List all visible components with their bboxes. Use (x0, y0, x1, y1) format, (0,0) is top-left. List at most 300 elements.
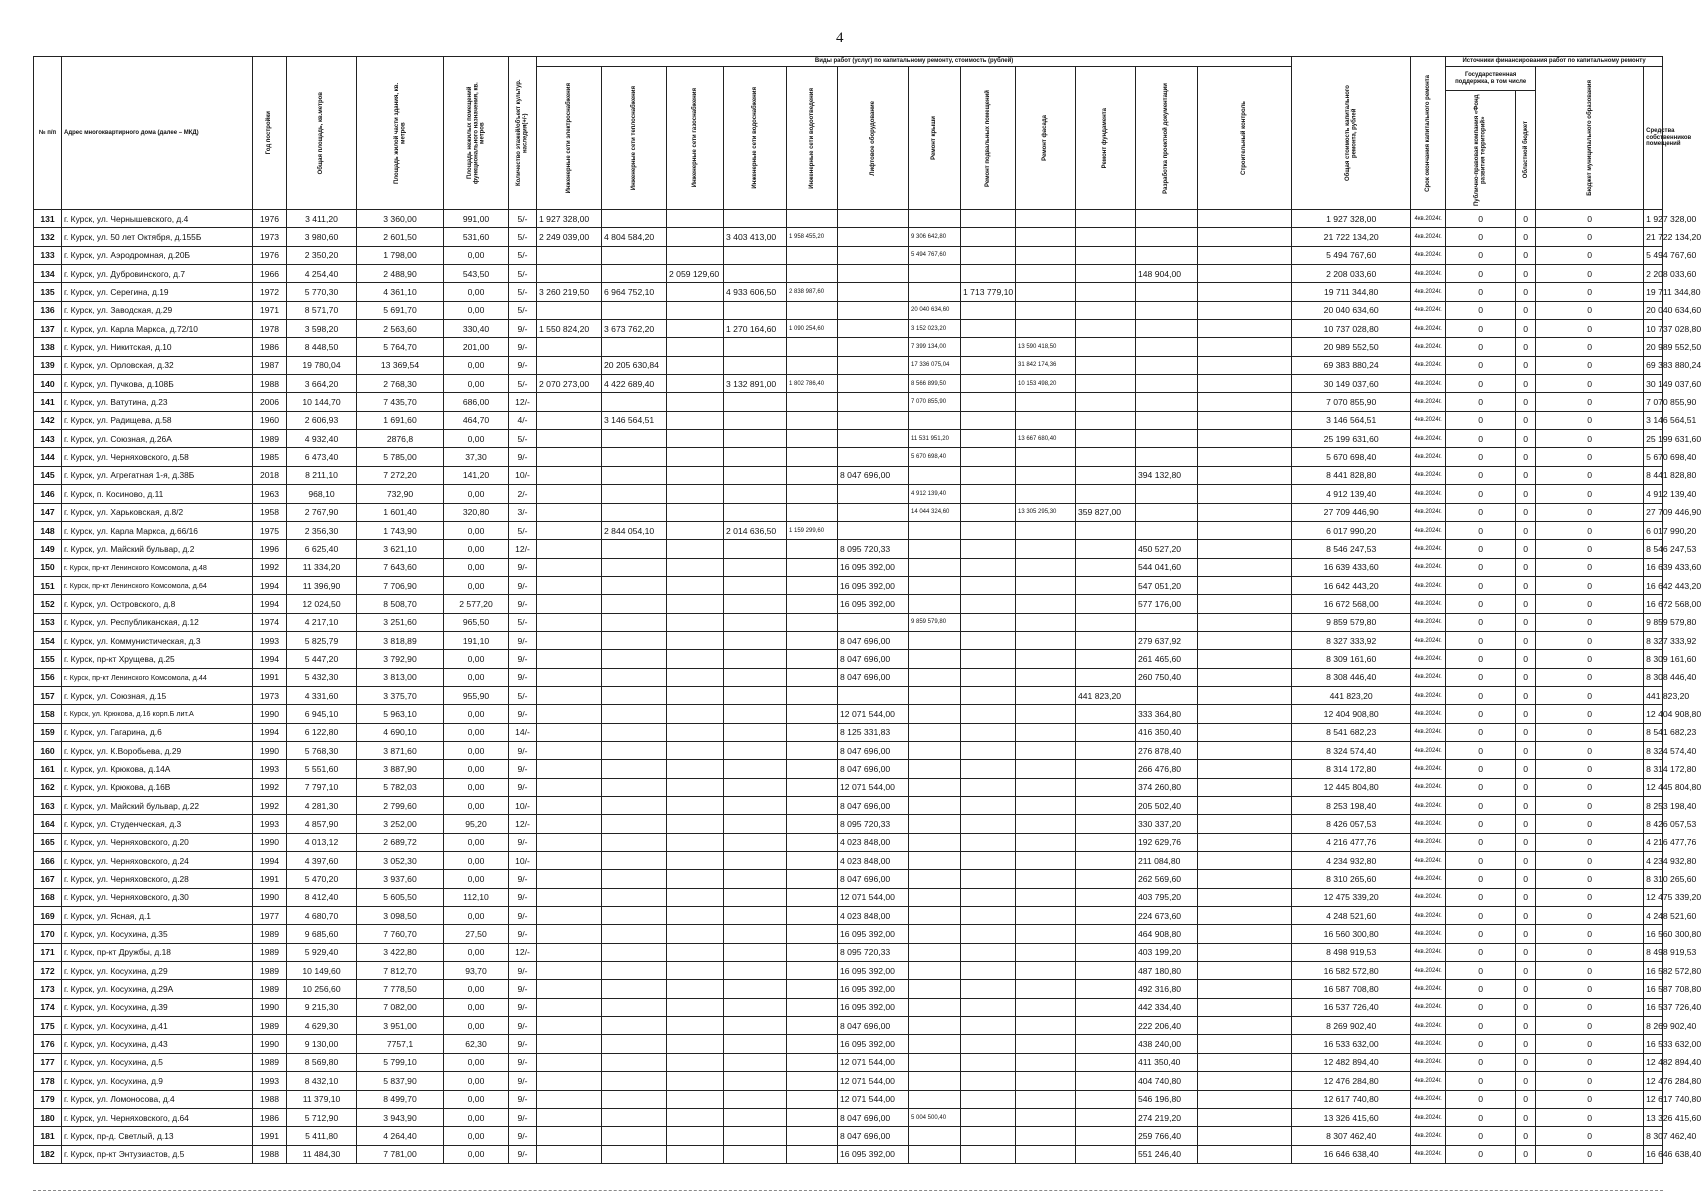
cell-owners: 21 722 134,20 (1644, 228, 1663, 246)
cell-works-facade (1016, 723, 1076, 741)
cell-works-gas (667, 1053, 724, 1071)
cell-total-area: 10 256,60 (287, 980, 357, 998)
cell-floors: 9/- (509, 980, 537, 998)
cell-works-foundation (1076, 540, 1136, 558)
cell-fund: 0 (1446, 925, 1516, 943)
cell-regional: 0 (1516, 210, 1536, 228)
cell-row-number: 168 (34, 888, 62, 906)
cell-works-heating (602, 1072, 667, 1090)
cell-works-control (1198, 852, 1292, 870)
cell-works-foundation: 441 823,20 (1076, 686, 1136, 704)
cell-works-design: 442 334,40 (1136, 998, 1198, 1016)
cell-total-cost: 21 722 134,20 (1292, 228, 1411, 246)
cell-works-sewer (787, 558, 838, 576)
cell-total-area: 4 857,90 (287, 815, 357, 833)
cell-works-facade (1016, 888, 1076, 906)
cell-works-sewer (787, 631, 838, 649)
cell-works-control (1198, 1035, 1292, 1053)
cell-works-roof (909, 686, 961, 704)
cell-works-design: 330 337,20 (1136, 815, 1198, 833)
header-works-control: Строительный контроль (1198, 67, 1292, 210)
cell-works-heating (602, 595, 667, 613)
cell-row-number: 181 (34, 1127, 62, 1145)
cell-year: 1988 (253, 1090, 287, 1108)
table-row (34, 393, 1663, 411)
cell-works-design: 403 795,20 (1136, 888, 1198, 906)
cell-total-area: 3 411,20 (287, 210, 357, 228)
cell-works-heating (602, 210, 667, 228)
cell-fund: 0 (1446, 705, 1516, 723)
cell-works-design: 259 766,40 (1136, 1127, 1198, 1145)
cell-works-gas (667, 393, 724, 411)
cell-year: 1971 (253, 301, 287, 319)
cell-works-design (1136, 686, 1198, 704)
cell-owners: 25 199 631,60 (1644, 430, 1663, 448)
cell-works-basement (961, 338, 1016, 356)
cell-works-gas: 2 059 129,60 (667, 265, 724, 283)
cell-total-area: 4 680,70 (287, 907, 357, 925)
cell-works-control (1198, 1145, 1292, 1163)
cell-row-number: 140 (34, 375, 62, 393)
cell-works-control (1198, 686, 1292, 704)
cell-floors: 9/- (509, 907, 537, 925)
cell-works-electric (537, 393, 602, 411)
cell-works-electric (537, 1072, 602, 1090)
cell-regional: 0 (1516, 503, 1536, 521)
cell-works-roof (909, 943, 961, 961)
cell-owners: 7 070 855,90 (1644, 393, 1663, 411)
cell-row-number: 161 (34, 760, 62, 778)
cell-works-lift (838, 320, 909, 338)
cell-term: 4кв.2024г. (1411, 815, 1446, 833)
cell-works-lift (838, 356, 909, 374)
cell-works-roof (909, 705, 961, 723)
cell-works-water (724, 558, 787, 576)
cell-works-sewer (787, 411, 838, 429)
cell-total-cost: 20 989 552,50 (1292, 338, 1411, 356)
cell-living-area: 3 813,00 (357, 668, 444, 686)
cell-works-sewer (787, 650, 838, 668)
header-term: Срок окончания капитального ремонта (1411, 57, 1446, 210)
table-row (34, 503, 1663, 521)
cell-regional: 0 (1516, 576, 1536, 594)
cell-address: г. Курск, ул. К.Воробьева, д.29 (62, 741, 253, 759)
cell-row-number: 146 (34, 485, 62, 503)
cell-works-facade (1016, 998, 1076, 1016)
header-works-design: Разработка проектной документации (1136, 67, 1198, 210)
cell-address: г. Курск, ул. Крюкова, д.14А (62, 760, 253, 778)
cell-works-roof (909, 925, 961, 943)
cell-works-design (1136, 356, 1198, 374)
table-row (34, 356, 1663, 374)
cell-row-number: 173 (34, 980, 62, 998)
cell-address: г. Курск, ул. Майский бульвар, д.22 (62, 797, 253, 815)
cell-total-cost: 25 199 631,60 (1292, 430, 1411, 448)
cell-regional: 0 (1516, 430, 1536, 448)
cell-owners: 8 314 172,80 (1644, 760, 1663, 778)
cell-municipal: 0 (1536, 265, 1644, 283)
cell-works-basement (961, 668, 1016, 686)
cell-row-number: 167 (34, 870, 62, 888)
cell-works-roof (909, 962, 961, 980)
cell-year: 1993 (253, 631, 287, 649)
cell-works-sewer (787, 430, 838, 448)
cell-works-design: 260 750,40 (1136, 668, 1198, 686)
cell-works-heating (602, 1017, 667, 1035)
table-row (34, 962, 1663, 980)
cell-works-foundation (1076, 1017, 1136, 1035)
cell-works-gas (667, 375, 724, 393)
cell-works-water (724, 962, 787, 980)
cell-works-sewer (787, 1053, 838, 1071)
cell-works-foundation (1076, 448, 1136, 466)
cell-works-basement (961, 1035, 1016, 1053)
cell-works-roof (909, 998, 961, 1016)
cell-works-lift: 8 047 696,00 (838, 1108, 909, 1126)
cell-works-electric (537, 686, 602, 704)
cell-owners: 16 582 572,80 (1644, 962, 1663, 980)
cell-works-control (1198, 375, 1292, 393)
cell-works-sewer (787, 448, 838, 466)
cell-regional: 0 (1516, 411, 1536, 429)
cell-works-facade (1016, 393, 1076, 411)
cell-works-design: 192 629,76 (1136, 833, 1198, 851)
cell-fund: 0 (1446, 338, 1516, 356)
cell-works-electric (537, 888, 602, 906)
cell-row-number: 133 (34, 246, 62, 264)
cell-works-water (724, 980, 787, 998)
cell-municipal: 0 (1536, 228, 1644, 246)
cell-regional: 0 (1516, 613, 1536, 631)
cell-works-facade (1016, 283, 1076, 301)
cell-address: г. Курск, п. Косиново, д.11 (62, 485, 253, 503)
cell-regional: 0 (1516, 686, 1536, 704)
cell-works-lift: 8 095 720,33 (838, 815, 909, 833)
cell-works-roof (909, 466, 961, 484)
cell-row-number: 136 (34, 301, 62, 319)
cell-works-facade (1016, 595, 1076, 613)
cell-owners: 12 617 740,80 (1644, 1090, 1663, 1108)
cell-floors: 5/- (509, 210, 537, 228)
cell-works-basement (961, 466, 1016, 484)
cell-municipal: 0 (1536, 210, 1644, 228)
cell-owners: 8 310 265,60 (1644, 870, 1663, 888)
cell-nonres-area: 95,20 (444, 815, 509, 833)
table-row (34, 1090, 1663, 1108)
cell-fund: 0 (1446, 797, 1516, 815)
cell-works-electric (537, 466, 602, 484)
cell-works-heating (602, 741, 667, 759)
cell-works-electric (537, 1090, 602, 1108)
cell-works-control (1198, 723, 1292, 741)
cell-address: г. Курск, ул. Чернышевского, д.4 (62, 210, 253, 228)
cell-address: г. Курск, пр-кт Дружбы, д.18 (62, 943, 253, 961)
cell-works-heating (602, 1035, 667, 1053)
cell-works-heating: 4 422 689,40 (602, 375, 667, 393)
header-year: Год постройки (253, 57, 287, 210)
table-row (34, 430, 1663, 448)
cell-works-water (724, 1108, 787, 1126)
cell-works-lift: 16 095 392,00 (838, 998, 909, 1016)
header-floors: Количество этажей/объект культур. наследия(+/-) (509, 57, 537, 210)
table-row (34, 778, 1663, 796)
cell-works-electric: 2 249 039,00 (537, 228, 602, 246)
cell-year: 1977 (253, 907, 287, 925)
cell-works-water (724, 485, 787, 503)
cell-works-lift (838, 686, 909, 704)
cell-works-control (1198, 595, 1292, 613)
cell-fund: 0 (1446, 503, 1516, 521)
cell-floors: 9/- (509, 650, 537, 668)
cell-row-number: 180 (34, 1108, 62, 1126)
cell-works-electric (537, 1035, 602, 1053)
cell-regional: 0 (1516, 943, 1536, 961)
cell-works-basement (961, 852, 1016, 870)
cell-works-basement (961, 962, 1016, 980)
cell-works-roof (909, 411, 961, 429)
cell-municipal: 0 (1536, 1035, 1644, 1053)
cell-works-sewer (787, 705, 838, 723)
cell-works-foundation (1076, 576, 1136, 594)
cell-year: 1988 (253, 375, 287, 393)
cell-nonres-area: 0,00 (444, 741, 509, 759)
cell-works-design: 374 260,80 (1136, 778, 1198, 796)
cell-address: г. Курск, ул. Черняховского, д.24 (62, 852, 253, 870)
cell-fund: 0 (1446, 1145, 1516, 1163)
cell-works-heating (602, 852, 667, 870)
cell-works-basement (961, 1108, 1016, 1126)
header-living-area: Площадь жилой части здания, кв. метров (357, 57, 444, 210)
cell-works-sewer (787, 833, 838, 851)
cell-works-gas (667, 1108, 724, 1126)
cell-works-design: 394 132,80 (1136, 466, 1198, 484)
cell-municipal: 0 (1536, 980, 1644, 998)
cell-works-foundation (1076, 411, 1136, 429)
cell-year: 1996 (253, 540, 287, 558)
cell-works-basement: 1 713 779,10 (961, 283, 1016, 301)
table-row (34, 375, 1663, 393)
cell-nonres-area: 0,00 (444, 1127, 509, 1145)
cell-term: 4кв.2024г. (1411, 631, 1446, 649)
cell-floors: 9/- (509, 1145, 537, 1163)
cell-nonres-area: 0,00 (444, 485, 509, 503)
cell-regional: 0 (1516, 778, 1536, 796)
cell-total-area: 5 929,40 (287, 943, 357, 961)
cell-works-heating (602, 980, 667, 998)
cell-works-facade (1016, 778, 1076, 796)
cell-nonres-area: 2 577,20 (444, 595, 509, 613)
cell-nonres-area: 464,70 (444, 411, 509, 429)
cell-works-roof (909, 852, 961, 870)
cell-term: 4кв.2024г. (1411, 760, 1446, 778)
cell-municipal: 0 (1536, 833, 1644, 851)
cell-works-heating (602, 485, 667, 503)
table-row (34, 1145, 1663, 1163)
cell-nonres-area: 965,50 (444, 613, 509, 631)
cell-total-area: 3 598,20 (287, 320, 357, 338)
cell-year: 1972 (253, 283, 287, 301)
cell-works-electric (537, 613, 602, 631)
cell-works-basement (961, 980, 1016, 998)
cell-works-basement (961, 210, 1016, 228)
cell-term: 4кв.2024г. (1411, 301, 1446, 319)
cell-works-facade (1016, 1108, 1076, 1126)
cell-works-lift: 16 095 392,00 (838, 1145, 909, 1163)
cell-works-lift (838, 503, 909, 521)
cell-total-area: 10 149,60 (287, 962, 357, 980)
cell-term: 4кв.2024г. (1411, 723, 1446, 741)
cell-address: г. Курск, ул. Гагарина, д.6 (62, 723, 253, 741)
cell-term: 4кв.2024г. (1411, 1017, 1446, 1035)
cell-works-electric (537, 998, 602, 1016)
cell-works-design: 464 908,80 (1136, 925, 1198, 943)
cell-works-sewer (787, 301, 838, 319)
cell-floors: 9/- (509, 998, 537, 1016)
header-works-group: Виды работ (услуг) по капитальному ремонту, стоимость (рублей) (537, 57, 1292, 67)
cell-works-basement (961, 246, 1016, 264)
cell-works-gas (667, 558, 724, 576)
cell-floors: 9/- (509, 595, 537, 613)
cell-works-sewer (787, 980, 838, 998)
cell-works-control (1198, 265, 1292, 283)
cell-owners: 16 533 632,00 (1644, 1035, 1663, 1053)
cell-nonres-area: 0,00 (444, 301, 509, 319)
cell-works-facade (1016, 411, 1076, 429)
cell-total-cost: 5 494 767,60 (1292, 246, 1411, 264)
cell-total-cost: 16 533 632,00 (1292, 1035, 1411, 1053)
cell-works-electric: 1 927 328,00 (537, 210, 602, 228)
cell-nonres-area: 0,00 (444, 998, 509, 1016)
cell-fund: 0 (1446, 521, 1516, 539)
cell-municipal: 0 (1536, 852, 1644, 870)
cell-works-basement (961, 888, 1016, 906)
cell-works-foundation (1076, 741, 1136, 759)
cell-living-area: 3 887,90 (357, 760, 444, 778)
cell-works-heating (602, 338, 667, 356)
cell-works-control (1198, 1090, 1292, 1108)
table-row (34, 320, 1663, 338)
cell-nonres-area: 0,00 (444, 558, 509, 576)
cell-term: 4кв.2024г. (1411, 430, 1446, 448)
cell-living-area: 7 435,70 (357, 393, 444, 411)
cell-floors: 12/- (509, 393, 537, 411)
cell-works-basement (961, 448, 1016, 466)
cell-year: 1990 (253, 741, 287, 759)
cell-owners: 8 309 161,60 (1644, 650, 1663, 668)
cell-living-area: 7 272,20 (357, 466, 444, 484)
cell-fund: 0 (1446, 375, 1516, 393)
cell-regional: 0 (1516, 265, 1536, 283)
cell-living-area: 2876,8 (357, 430, 444, 448)
cell-total-cost: 8 426 057,53 (1292, 815, 1411, 833)
cell-works-control (1198, 393, 1292, 411)
cell-works-gas (667, 283, 724, 301)
cell-total-cost: 8 307 462,40 (1292, 1127, 1411, 1145)
cell-municipal: 0 (1536, 723, 1644, 741)
cell-works-design: 487 180,80 (1136, 962, 1198, 980)
table-row (34, 1108, 1663, 1126)
cell-works-electric (537, 1108, 602, 1126)
cell-works-basement (961, 613, 1016, 631)
cell-regional: 0 (1516, 558, 1536, 576)
cell-living-area: 5 799,10 (357, 1053, 444, 1071)
cell-works-design (1136, 521, 1198, 539)
cell-owners: 16 639 433,60 (1644, 558, 1663, 576)
cell-fund: 0 (1446, 595, 1516, 613)
cell-works-sewer (787, 1145, 838, 1163)
cell-works-gas (667, 595, 724, 613)
header-works-foundation: Ремонт фундамента (1076, 67, 1136, 210)
cell-works-heating (602, 393, 667, 411)
cell-works-basement (961, 558, 1016, 576)
cell-works-water: 3 132 891,00 (724, 375, 787, 393)
cell-floors: 12/- (509, 540, 537, 558)
cell-total-cost: 8 541 682,23 (1292, 723, 1411, 741)
cell-owners: 4 234 932,80 (1644, 852, 1663, 870)
cell-floors: 5/- (509, 301, 537, 319)
cell-total-area: 5 470,20 (287, 870, 357, 888)
table-row (34, 576, 1663, 594)
cell-living-area: 2 768,30 (357, 375, 444, 393)
cell-floors: 10/- (509, 797, 537, 815)
cell-address: г. Курск, ул. Карла Маркса, д.66/16 (62, 521, 253, 539)
cell-term: 4кв.2024г. (1411, 833, 1446, 851)
cell-total-area: 7 797,10 (287, 778, 357, 796)
cell-works-sewer (787, 723, 838, 741)
cell-works-sewer (787, 815, 838, 833)
cell-row-number: 132 (34, 228, 62, 246)
cell-works-gas (667, 338, 724, 356)
cell-owners: 27 709 446,90 (1644, 503, 1663, 521)
cell-year: 1990 (253, 705, 287, 723)
cell-total-area: 11 379,10 (287, 1090, 357, 1108)
cell-works-gas (667, 228, 724, 246)
cell-year: 1992 (253, 778, 287, 796)
cell-works-design: 411 350,40 (1136, 1053, 1198, 1071)
cell-works-foundation (1076, 650, 1136, 668)
cell-nonres-area: 0,00 (444, 980, 509, 998)
cell-works-water: 3 403 413,00 (724, 228, 787, 246)
cell-address: г. Курск, пр-кт Хрущева, д.25 (62, 650, 253, 668)
cell-works-basement (961, 1090, 1016, 1108)
cell-works-gas (667, 1090, 724, 1108)
cell-regional: 0 (1516, 466, 1536, 484)
cell-row-number: 164 (34, 815, 62, 833)
cell-works-sewer (787, 870, 838, 888)
cell-fund: 0 (1446, 1035, 1516, 1053)
table-row (34, 466, 1663, 484)
cell-works-gas (667, 833, 724, 851)
cell-fund: 0 (1446, 741, 1516, 759)
cell-fund: 0 (1446, 283, 1516, 301)
cell-works-gas (667, 705, 724, 723)
cell-works-sewer: 1 090 254,60 (787, 320, 838, 338)
cell-fund: 0 (1446, 852, 1516, 870)
cell-works-gas (667, 320, 724, 338)
cell-total-cost: 3 146 564,51 (1292, 411, 1411, 429)
cell-year: 1990 (253, 833, 287, 851)
cell-year: 1960 (253, 411, 287, 429)
cell-works-lift: 8 047 696,00 (838, 466, 909, 484)
cell-fund: 0 (1446, 466, 1516, 484)
cell-works-roof (909, 631, 961, 649)
cell-works-heating (602, 888, 667, 906)
cell-total-area: 19 780,04 (287, 356, 357, 374)
cell-works-basement (961, 833, 1016, 851)
cell-works-facade (1016, 907, 1076, 925)
cell-term: 4кв.2024г. (1411, 1053, 1446, 1071)
cell-year: 1989 (253, 962, 287, 980)
